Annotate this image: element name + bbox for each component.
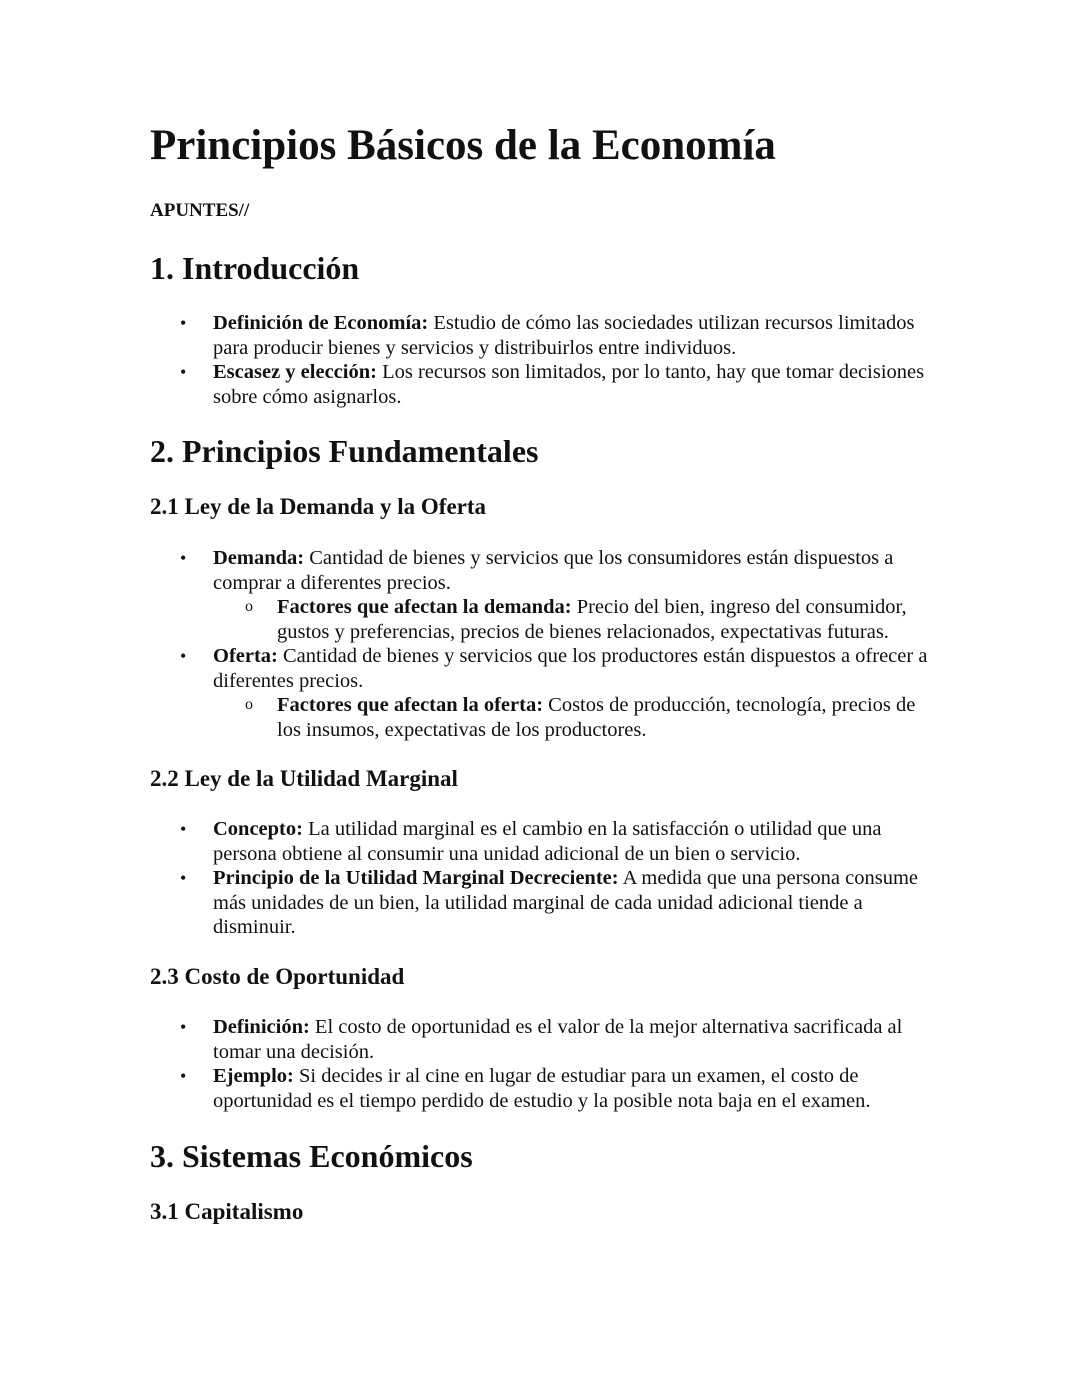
item-term: Oferta:	[213, 645, 278, 667]
item-term: Ejemplo:	[213, 1065, 294, 1087]
item-text: Cantidad de bienes y servicios que los productores están dispuestos a ofrecer a diferentes precios.	[213, 645, 928, 692]
list-item	[150, 817, 940, 866]
item-text: A medida que una persona consume más unidades de un bien, la utilidad marginal de cada unidad adicional tiende a disminuir.	[213, 867, 919, 938]
introduccion-list	[150, 311, 940, 409]
item-term: Definición de Economía:	[213, 312, 429, 334]
item-text: La utilidad marginal es el cambio en la satisfacción o utilidad que una persona obtiene al consumir una unidad adicional de un bien o servicio.	[213, 818, 882, 865]
sub-bullet-icon: o	[245, 598, 253, 615]
item-term: Factores que afectan la oferta:	[277, 694, 544, 716]
item-term: Demanda:	[213, 547, 305, 569]
bullet-icon: •	[180, 1066, 187, 1086]
list-item	[150, 1064, 940, 1113]
page-title: Principios Básicos de la Economía	[150, 122, 776, 169]
list-item	[150, 360, 940, 409]
list-item	[150, 644, 940, 742]
subsection-heading-costo-oportunidad: 2.3 Costo de Oportunidad	[150, 964, 405, 989]
item-term: Concepto:	[213, 818, 303, 840]
section-heading-introduccion: 1. Introducción	[150, 250, 360, 286]
bullet-icon: •	[180, 1017, 187, 1037]
item-term: Factores que afectan la demanda:	[277, 596, 572, 618]
list-item	[150, 311, 940, 360]
subsection-heading-demanda-oferta: 2.1 Ley de la Demanda y la Oferta	[150, 494, 487, 519]
bullet-icon: •	[180, 646, 187, 666]
item-text: Si decides ir al cine en lugar de estudiar para un examen, el costo de oportunidad es el tiempo perdido de estudio y la posible nota baja en el examen.	[213, 1065, 871, 1112]
item-text: Costos de producción, tecnología, precios de los insumos, expectativas de los productores.	[277, 694, 916, 741]
item-text: El costo de oportunidad es el valor de la mejor alternativa sacrificada al tomar una decisión.	[213, 1016, 903, 1063]
sub-list-item	[213, 693, 940, 742]
sub-bullet-icon: o	[245, 696, 253, 713]
list-item	[150, 546, 940, 644]
utilidad-marginal-list	[150, 817, 940, 940]
subtitle: APUNTES//	[150, 200, 250, 221]
item-text: Cantidad de bienes y servicios que los consumidores están dispuestos a comprar a diferentes precios.	[213, 547, 894, 594]
item-term: Escasez y elección:	[213, 361, 377, 383]
item-term: Definición:	[213, 1016, 310, 1038]
list-item	[150, 866, 940, 940]
bullet-icon: •	[180, 313, 187, 333]
item-text: Estudio de cómo las sociedades utilizan recursos limitados para producir bienes y servicios y distribuirlos entre individuos.	[213, 312, 915, 359]
bullet-icon: •	[180, 362, 187, 382]
item-text: Precio del bien, ingreso del consumidor, gustos y preferencias, precios de bienes relacionados, expectativas futuras.	[277, 596, 907, 643]
costo-oportunidad-list	[150, 1015, 940, 1113]
bullet-icon: •	[180, 819, 187, 839]
item-term: Principio de la Utilidad Marginal Decreciente:	[213, 867, 619, 889]
sub-list	[213, 595, 940, 644]
item-text: Los recursos son limitados, por lo tanto, hay que tomar decisiones sobre cómo asignarlos.	[213, 361, 925, 408]
sub-list	[213, 693, 940, 742]
subsection-heading-utilidad-marginal: 2.2 Ley de la Utilidad Marginal	[150, 766, 458, 791]
subsection-heading-capitalismo: 3.1 Capitalismo	[150, 1199, 304, 1224]
section-heading-sistemas: 3. Sistemas Económicos	[150, 1138, 473, 1174]
demanda-oferta-list	[150, 546, 940, 742]
bullet-icon: •	[180, 868, 187, 888]
bullet-icon: •	[180, 548, 187, 568]
list-item	[150, 1015, 940, 1064]
section-heading-principios: 2. Principios Fundamentales	[150, 433, 539, 469]
sub-list-item	[213, 595, 940, 644]
